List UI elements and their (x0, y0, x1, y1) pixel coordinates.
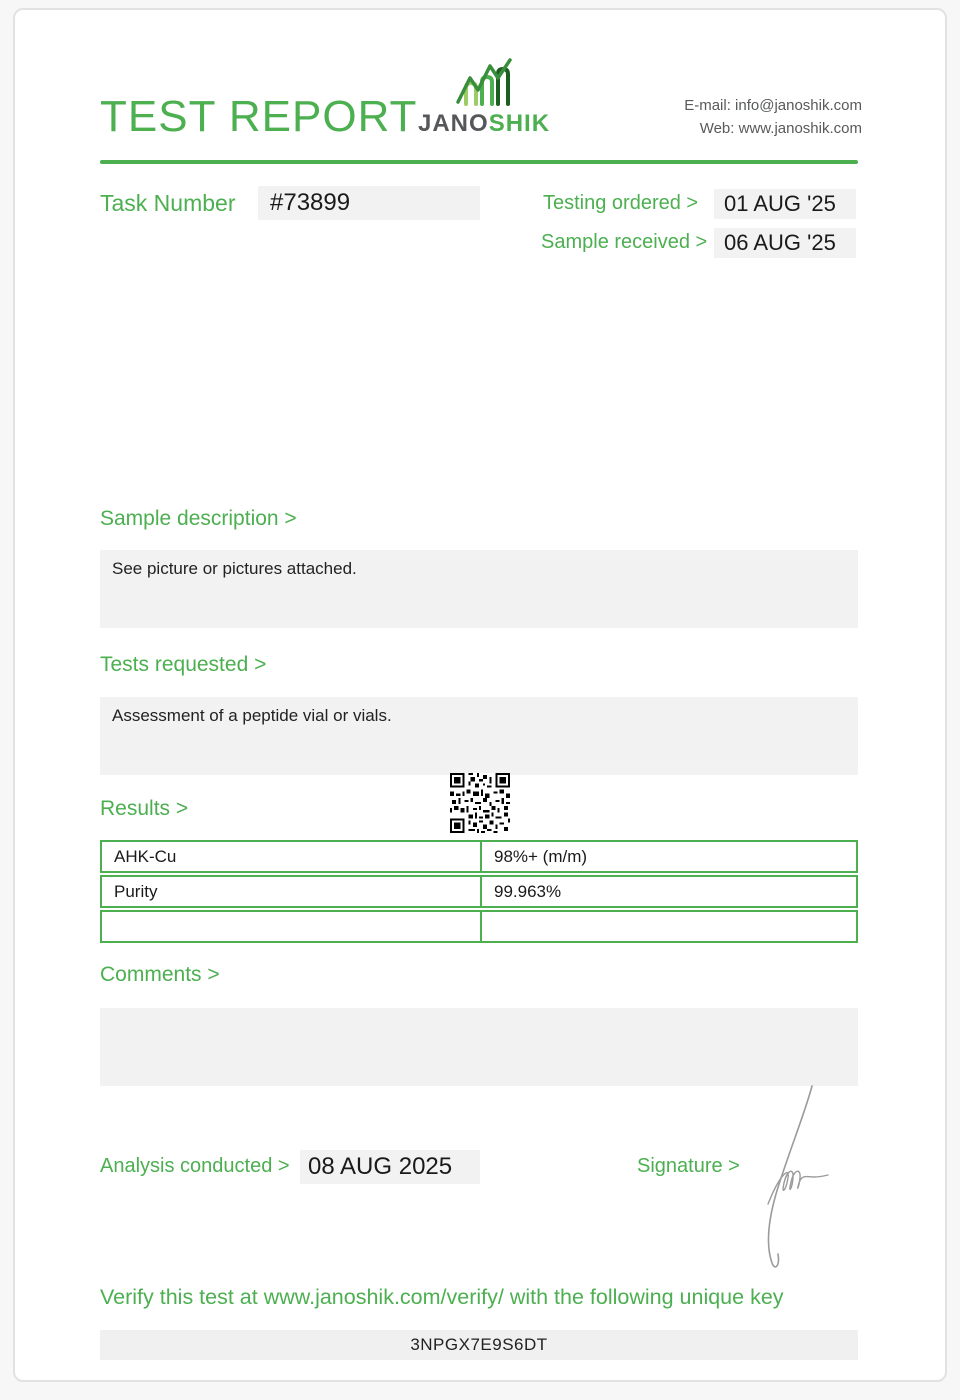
logo-text-shik: SHIK (488, 110, 551, 137)
sample-received-value: 06 AUG '25 (714, 228, 856, 258)
signature-label: Signature > (637, 1155, 740, 1177)
comments-box (100, 1008, 858, 1086)
page-title: TEST REPORT (100, 92, 418, 141)
sample-received-label: Sample received > (541, 231, 708, 253)
sample-description-box: See picture or pictures attached. (100, 550, 858, 628)
result-value (482, 912, 856, 941)
testing-ordered-label: Testing ordered > (543, 192, 699, 214)
contact-info (684, 94, 862, 140)
task-number-value: #73899 (258, 186, 480, 220)
table-row (100, 840, 858, 873)
tests-requested-label: Tests requested > (100, 653, 267, 676)
results-label: Results > (100, 797, 189, 820)
signature-handwriting (752, 1082, 847, 1277)
result-name (102, 912, 482, 941)
result-name: AHK-Cu (102, 842, 482, 871)
contact-web: Web: www.janoshik.com (699, 120, 862, 137)
comments-label: Comments > (100, 963, 220, 986)
logo-wordmark (418, 110, 551, 138)
task-number-label: Task Number (100, 190, 236, 216)
testing-ordered-value: 01 AUG '25 (714, 189, 856, 219)
result-name: Purity (102, 877, 482, 906)
table-row (100, 875, 858, 908)
table-row (100, 910, 858, 943)
unique-key-value: 3NPGX7E9S6DT (100, 1330, 858, 1360)
chart-growth-icon (452, 58, 514, 108)
contact-email: E-mail: info@janoshik.com (684, 97, 862, 114)
qr-code (450, 773, 510, 833)
tests-requested-box: Assessment of a peptide vial or vials. (100, 697, 858, 775)
result-value: 98%+ (m/m) (494, 847, 588, 866)
logo-text-jano: JANO (418, 110, 489, 137)
sample-description-label: Sample description > (100, 507, 297, 530)
company-logo (418, 58, 551, 138)
result-value: 99.963% (494, 882, 562, 901)
analysis-conducted-label: Analysis conducted > (100, 1155, 290, 1177)
analysis-conducted-value: 08 AUG 2025 (300, 1150, 480, 1184)
header-divider (100, 160, 858, 164)
verify-instruction: Verify this test at www.janoshik.com/verify/ with the following unique key (100, 1285, 784, 1309)
results-table (100, 840, 858, 945)
